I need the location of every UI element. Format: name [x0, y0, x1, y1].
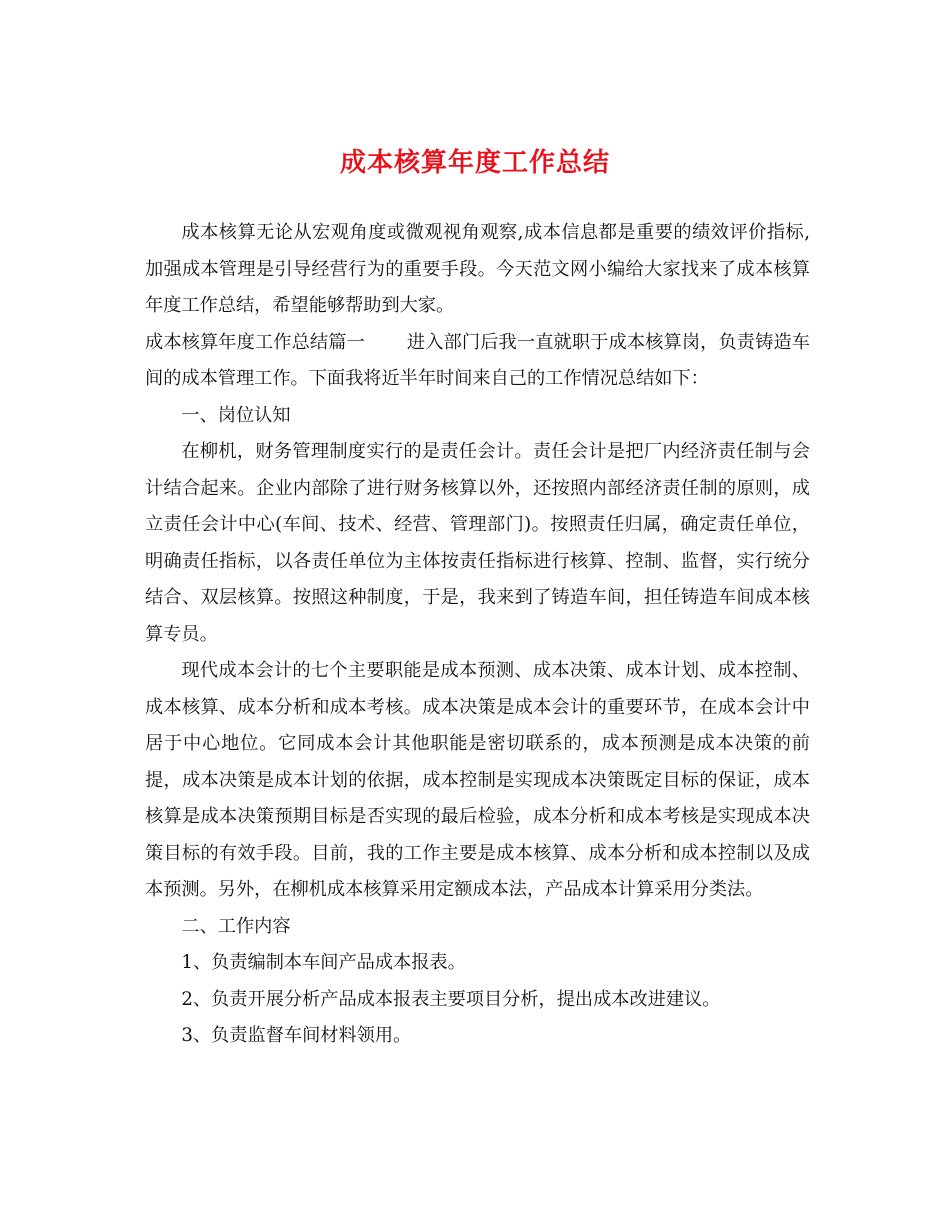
list-item: 2、负责开展分析产品成本报表主要项目分析，提出成本改进建议。 — [181, 988, 721, 1010]
intro-paragraph: 成本核算无论从宏观角度或微观视角观察,成本信息都是重要的绩效评价指标,加强成本管理是引导经营行为的重要手段。今天范文网小编给大家找来了成本核算年度工作总结，希望能够帮助到大家。 — [145, 222, 810, 316]
part-first-paragraph: 进入部门后我一直就职于成本核算岗，负责铸造车间的成本管理工作。下面我将近半年时间来自己的工作情况总结如下： — [145, 331, 810, 389]
list-item: 3、负责监督车间材料领用。 — [181, 1025, 412, 1046]
list-item: 1、负责编制本车间产品成本报表。 — [181, 952, 466, 973]
section-heading-1: 一、岗位认知 — [181, 404, 291, 426]
part-one-paragraph — [145, 325, 810, 398]
part-heading: 成本核算年度工作总结篇一 — [145, 331, 365, 353]
document-title: 成本核算年度工作总结 — [339, 148, 610, 178]
document-body — [145, 215, 810, 1055]
section1-paragraph-1: 在柳机，财务管理制度实行的是责任会计。责任会计是把厂内经济责任制与会计结合起来。企业内部除了进行财务核算以外，还按照内部经济责任制的原则，成立责任会计中心(车间、技术、经营、管理部门)。按照责任归属，确定责任单位，明确责任指标，以各责任单位为主体按责任指标进行核算、控制、监督，实行统分结合、双层核算。按照这种制度，于是，我来到了铸造车间，担任铸造车间成本核算专员。 — [145, 441, 810, 645]
section-heading-2: 二、工作内容 — [181, 915, 291, 937]
section1-paragraph-2: 现代成本会计的七个主要职能是成本预测、成本决策、成本计划、成本控制、成本核算、成本分析和成本考核。成本决策是成本会计的重要环节，在成本会计中居于中心地位。它同成本会计其他职能是密切联系的，成本预测是成本决策的前提，成本决策是成本计划的依据，成本控制是实现成本决策既定目标的保证，成本核算是成本决策预期目标是否实现的最后检验，成本分析和成本考核是实现成本决策目标的有效手段。目前，我的工作主要是成本核算、成本分析和成本控制以及成本预测。另外，在柳机成本核算采用定额成本法，产品成本计算采用分类法。 — [145, 660, 810, 900]
